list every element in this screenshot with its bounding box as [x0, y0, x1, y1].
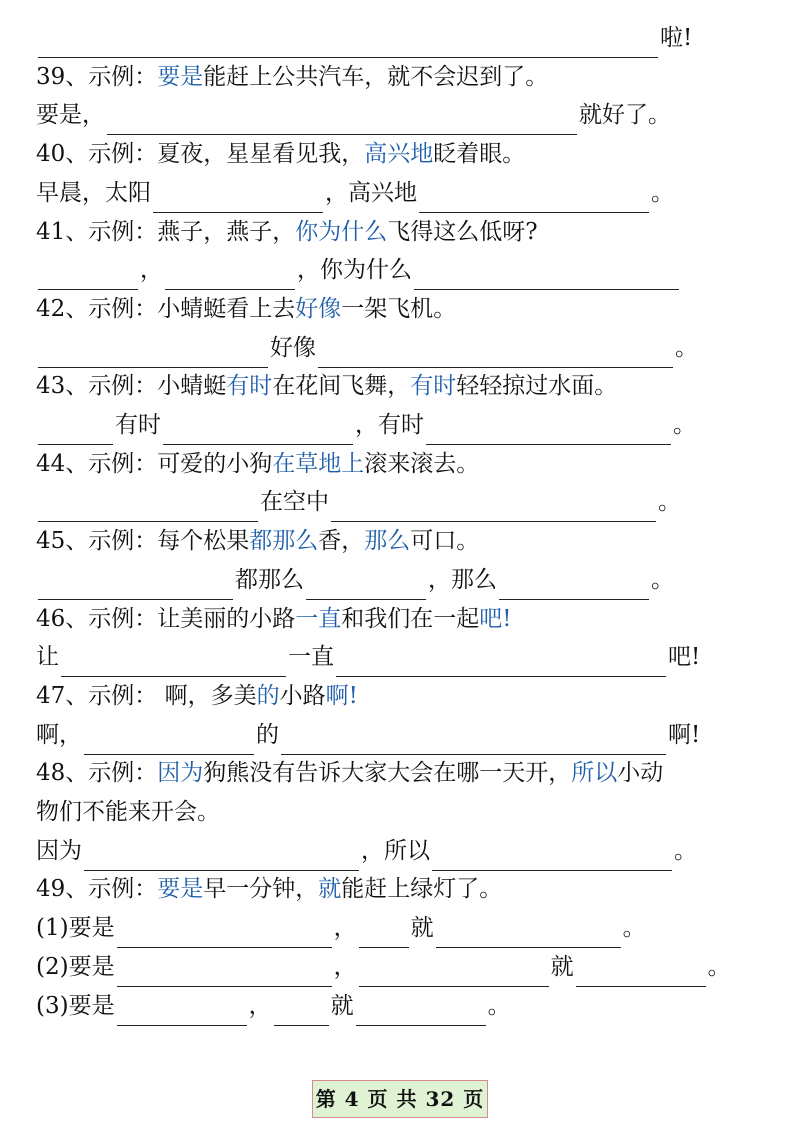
line-text: 吧!	[668, 644, 701, 671]
line-text: ，	[140, 257, 163, 284]
answer-blank[interactable]	[107, 107, 577, 135]
answer-blank[interactable]	[38, 494, 258, 522]
text-line	[36, 57, 764, 97]
answer-blank[interactable]	[61, 649, 286, 677]
line-text: 。	[487, 992, 511, 1019]
answer-blank[interactable]	[356, 998, 486, 1026]
text-line	[36, 908, 764, 948]
line-text: (3)要是	[36, 992, 115, 1019]
line-text: 要是，	[36, 102, 105, 129]
highlighted-text: 有时	[410, 373, 457, 400]
line-text: 。	[674, 837, 697, 864]
answer-blank[interactable]	[38, 572, 233, 600]
line-text: 。	[707, 953, 731, 980]
line-text: 滚来滚去。	[364, 450, 480, 477]
line-text: 46、示例：让美丽的小路	[36, 605, 296, 632]
text-line	[36, 831, 764, 871]
line-text: 43、示例：小蜻蜓	[36, 373, 227, 400]
answer-blank[interactable]	[274, 998, 329, 1026]
highlighted-text: 吧!	[479, 605, 512, 632]
line-text: 。	[651, 179, 674, 206]
line-text: ，所以	[361, 837, 430, 864]
text-line	[36, 405, 764, 445]
text-line	[36, 95, 764, 135]
answer-blank[interactable]	[117, 959, 332, 987]
line-text: 可口。	[410, 528, 480, 555]
line-text: 香，	[318, 528, 365, 555]
answer-blank[interactable]	[331, 494, 656, 522]
highlighted-text: 高兴地	[364, 141, 434, 168]
line-text: 47、示例： 啊，多美	[36, 682, 257, 709]
line-text: 一直	[288, 644, 334, 671]
answer-blank[interactable]	[281, 727, 666, 755]
text-line	[36, 676, 764, 716]
text-line	[36, 250, 764, 290]
text-line	[36, 947, 764, 987]
answer-blank[interactable]	[38, 417, 113, 445]
text-line	[36, 521, 764, 561]
text-line	[36, 986, 764, 1026]
highlighted-text: 的	[256, 682, 280, 709]
answer-blank[interactable]	[419, 185, 649, 213]
line-text: ，	[333, 915, 357, 942]
text-line	[36, 328, 764, 368]
line-text: 。	[673, 412, 696, 438]
line-text: 39、示例：	[36, 63, 158, 90]
line-text: 和我们在一起	[341, 605, 480, 632]
line-text: 41、示例：燕子，燕子，	[36, 218, 296, 245]
answer-blank[interactable]	[318, 340, 673, 368]
line-text: 轻轻掠过水面。	[456, 373, 618, 400]
answer-blank[interactable]	[84, 727, 254, 755]
line-text: 小动	[617, 760, 664, 787]
answer-blank[interactable]	[38, 30, 658, 58]
answer-blank[interactable]	[165, 262, 295, 290]
answer-blank[interactable]	[117, 998, 247, 1026]
answer-blank[interactable]	[153, 185, 323, 213]
line-text: 48、示例：	[36, 760, 158, 787]
highlighted-text: 好像	[295, 295, 342, 322]
answer-blank[interactable]	[359, 920, 409, 948]
line-text: 能赶上公共汽车，就不会迟到了。	[203, 63, 549, 90]
highlighted-text: 那么	[364, 528, 411, 555]
text-line	[36, 792, 764, 832]
line-text: 因为	[36, 837, 82, 864]
line-text: ，有时	[355, 412, 424, 438]
answer-blank[interactable]	[117, 920, 332, 948]
line-text: 在空中	[260, 489, 329, 516]
highlighted-text: 就	[318, 876, 342, 903]
line-text: 44、示例：可爱的小狗	[36, 450, 273, 477]
text-line	[36, 753, 764, 793]
line-text: ，	[333, 953, 357, 980]
line-text: 一架飞机。	[341, 295, 457, 322]
page-footer: 第 4 页 共 32 页	[312, 1080, 488, 1118]
line-text: 能赶上绿灯了。	[341, 876, 503, 903]
text-line	[36, 715, 764, 755]
text-line	[36, 482, 764, 522]
line-text: 眨着眼。	[433, 141, 526, 168]
answer-blank[interactable]	[426, 417, 671, 445]
line-text: 早晨，太阳	[36, 179, 151, 206]
line-text: 。	[658, 489, 681, 516]
line-text: 就好了。	[579, 102, 671, 129]
text-line	[36, 289, 764, 329]
line-text: 好像	[270, 334, 316, 361]
highlighted-text: 你为什么	[295, 218, 388, 245]
line-text: 。	[622, 915, 646, 942]
answer-blank[interactable]	[414, 262, 679, 290]
text-line	[36, 444, 764, 484]
text-line	[36, 599, 764, 639]
text-line	[36, 212, 764, 252]
line-text: 就	[330, 992, 354, 1019]
line-text: 小路	[279, 682, 326, 709]
line-text: 。	[675, 334, 698, 361]
line-text: 啦!	[660, 25, 693, 51]
line-text: ，	[248, 992, 272, 1019]
text-line	[36, 560, 764, 600]
line-text: 在花间飞舞，	[272, 373, 411, 400]
answer-blank[interactable]	[38, 262, 138, 290]
line-text: ，那么	[428, 566, 497, 593]
highlighted-text: 在草地上	[272, 450, 365, 477]
line-text: ，你为什么	[297, 257, 412, 284]
line-text: 让	[36, 644, 59, 671]
answer-blank[interactable]	[306, 572, 426, 600]
text-line	[36, 18, 764, 58]
line-text: 45、示例：每个松果	[36, 528, 250, 555]
text-line	[36, 173, 764, 213]
line-text: 。	[651, 566, 674, 593]
line-text: 就	[550, 953, 574, 980]
line-text: 40、示例：夏夜，星星看见我，	[36, 141, 365, 168]
line-text: 就	[410, 915, 434, 942]
line-text: 物们不能来开会。	[36, 799, 220, 825]
answer-blank[interactable]	[336, 649, 666, 677]
text-line	[36, 366, 764, 406]
line-text: ，高兴地	[325, 179, 417, 206]
answer-blank[interactable]	[163, 417, 353, 445]
highlighted-text: 要是	[157, 63, 204, 90]
highlighted-text: 所以	[571, 760, 618, 787]
answer-blank[interactable]	[499, 572, 649, 600]
text-line	[36, 869, 764, 909]
line-text: 啊，	[36, 721, 82, 748]
line-text: 早一分钟，	[203, 876, 319, 903]
line-text: 飞得这么低呀?	[387, 218, 538, 245]
highlighted-text: 因为	[157, 760, 204, 787]
highlighted-text: 一直	[295, 605, 342, 632]
highlighted-text: 啊!	[325, 682, 358, 709]
text-line	[36, 637, 764, 677]
line-text: 狗熊没有告诉大家大会在哪一天开，	[203, 760, 572, 787]
line-text: 有时	[115, 412, 161, 438]
line-text: 的	[256, 721, 279, 748]
answer-blank[interactable]	[576, 959, 706, 987]
answer-blank[interactable]	[359, 959, 549, 987]
line-text: 49、示例：	[36, 876, 158, 903]
highlighted-text: 都那么	[249, 528, 319, 555]
answer-blank[interactable]	[84, 843, 359, 871]
line-text: (2)要是	[36, 953, 115, 980]
highlighted-text: 有时	[226, 373, 273, 400]
answer-blank[interactable]	[432, 843, 672, 871]
line-text: 啊!	[668, 721, 701, 748]
line-text: (1)要是	[36, 915, 115, 942]
text-line	[36, 134, 764, 174]
highlighted-text: 要是	[157, 876, 204, 903]
answer-blank[interactable]	[38, 340, 268, 368]
line-text: 都那么	[235, 566, 304, 593]
line-text: 42、示例：小蜻蜓看上去	[36, 295, 296, 322]
answer-blank[interactable]	[436, 920, 621, 948]
